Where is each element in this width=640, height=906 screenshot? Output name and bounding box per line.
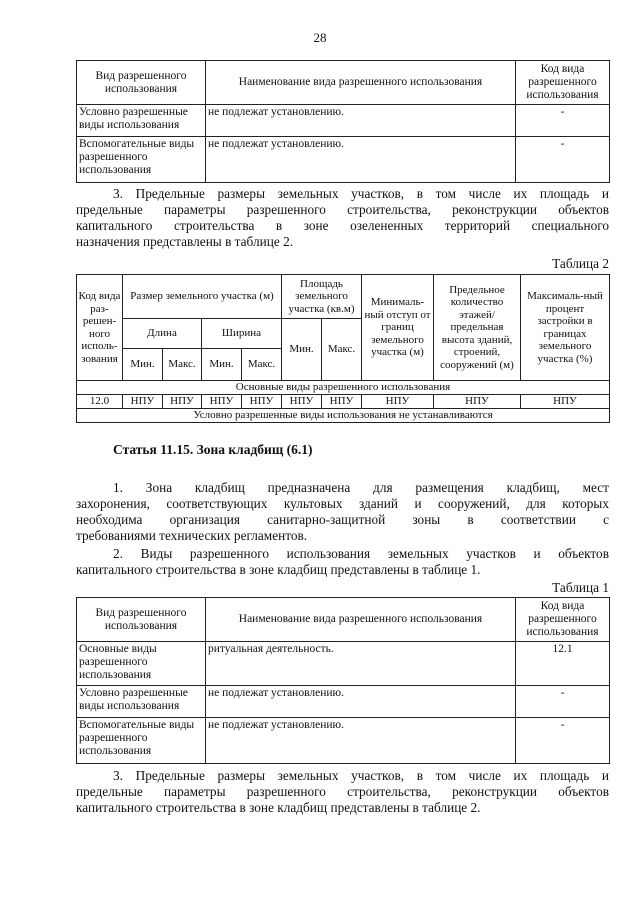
- table-row: [77, 686, 610, 718]
- cell-value: НПУ: [322, 395, 362, 409]
- cell-type: Вспомогательные виды разрешенного использования: [77, 718, 206, 764]
- text-line: захоронения, соответствующих культовых зданий и сооружений, для которых: [76, 496, 609, 511]
- header-cell: Вид разрешенного использования: [77, 61, 206, 105]
- cell-value: НПУ: [362, 395, 434, 409]
- table-section-row: [77, 409, 610, 423]
- table-header-row: [77, 61, 610, 105]
- header-length-max: Макс.: [163, 349, 202, 381]
- text-line: требованиями технических регламентов.: [76, 528, 308, 543]
- header-cell: Наименование вида разрешенного использования: [206, 61, 516, 105]
- header-code: Код вида раз-решен-ного исполь-зования: [77, 275, 123, 381]
- cell-name: не подлежат установлению.: [206, 686, 516, 718]
- header-floors: Предельное количество этажей/ предельная высота зданий, строений, сооружений (м): [434, 275, 521, 381]
- header-cell: Код вида разрешенного использования: [516, 598, 610, 642]
- text-line: назначения представлены в таблице 2.: [76, 234, 294, 249]
- header-area: Площадь земельного участка (кв.м): [282, 275, 362, 319]
- table-2-caption: Таблица 2: [552, 256, 609, 271]
- cell-name: ритуальная деятельность.: [206, 642, 516, 686]
- header-plot-size: Размер земельного участка (м): [123, 275, 282, 319]
- cell-code: -: [516, 718, 610, 764]
- table-top-permitted-uses: [76, 60, 610, 183]
- cell-type: Вспомогательные виды разрешенного использования: [77, 137, 206, 183]
- text-line: предельные параметры разрешенного строительства, реконструкции объектов: [76, 784, 609, 799]
- main-uses-label: Основные виды разрешенного использования: [77, 381, 610, 395]
- page-number: 28: [313, 30, 327, 45]
- header-area-max: Макс.: [322, 319, 362, 381]
- text-line: капитального строительства в зоне кладбищ представлены в таблице 2.: [76, 800, 481, 815]
- header-setback: Минималь-ный отступ от границ земельного участка (м): [362, 275, 434, 381]
- cell-code: -: [516, 105, 610, 137]
- header-width-max: Макс.: [242, 349, 282, 381]
- cell-value: НПУ: [521, 395, 610, 409]
- cell-code: 12.0: [77, 395, 123, 409]
- header-width: Ширина: [202, 319, 282, 349]
- text-line: необходима организация санитарно-защитной зоны в соответствии с: [76, 512, 609, 527]
- header-cell: Вид разрешенного использования: [77, 598, 206, 642]
- text-line: 3. Предельные размеры земельных участков, в том числе их площадь и: [113, 186, 609, 201]
- table-row: [77, 718, 610, 764]
- text-line: капитального строительства в зоне кладбищ представлены в таблице 1.: [76, 562, 481, 577]
- cell-value: НПУ: [242, 395, 282, 409]
- table-header-row: [77, 598, 610, 642]
- table-1-caption: Таблица 1: [552, 580, 609, 595]
- paragraph-1: [76, 480, 609, 544]
- cell-name: не подлежат установлению.: [206, 718, 516, 764]
- conditional-uses-label: Условно разрешенные виды использования не устанавливаются: [77, 409, 610, 423]
- cell-value: НПУ: [282, 395, 322, 409]
- header-cell: Код вида разрешенного использования: [516, 61, 610, 105]
- text-line: 3. Предельные размеры земельных участков, в том числе их площадь и: [113, 768, 609, 783]
- text-line: предельные параметры разрешенного строительства, реконструкции объектов: [76, 202, 609, 217]
- cell-name: не подлежат установлению.: [206, 137, 516, 183]
- cell-type: Основные виды разрешенного использования: [77, 642, 206, 686]
- cell-value: НПУ: [434, 395, 521, 409]
- table-2-plot-parameters: [76, 274, 610, 423]
- header-length: Длина: [123, 319, 202, 349]
- table-section-row: [77, 381, 610, 395]
- header-cell: Наименование вида разрешенного использования: [206, 598, 516, 642]
- header-coverage: Максималь-ный процент застройки в границах земельного участка (%): [521, 275, 610, 381]
- table-row: [77, 137, 610, 183]
- cell-code: -: [516, 137, 610, 183]
- table-row: [77, 105, 610, 137]
- cell-name: не подлежат установлению.: [206, 105, 516, 137]
- text-line: 2. Виды разрешенного использования земельных участков и объектов: [113, 546, 609, 561]
- cell-type: Условно разрешенные виды использования: [77, 105, 206, 137]
- paragraph-2: [76, 546, 609, 578]
- cell-value: НПУ: [202, 395, 242, 409]
- cell-value: НПУ: [163, 395, 202, 409]
- header-width-min: Мин.: [202, 349, 242, 381]
- article-title: Статья 11.15. Зона кладбищ (6.1): [113, 442, 313, 457]
- cell-code: -: [516, 686, 610, 718]
- text-line: капитального строительства в зоне озелененных территорий специального: [76, 218, 609, 233]
- header-length-min: Мин.: [123, 349, 163, 381]
- cell-value: НПУ: [123, 395, 163, 409]
- cell-type: Условно разрешенные виды использования: [77, 686, 206, 718]
- table-header-row: [77, 275, 610, 319]
- table-row: [77, 395, 610, 409]
- paragraph-3-top: [76, 186, 609, 250]
- table-1-permitted-uses: [76, 597, 610, 764]
- text-line: 1. Зона кладбищ предназначена для размещения кладбищ, мест: [113, 480, 609, 495]
- header-area-min: Мин.: [282, 319, 322, 381]
- paragraph-3-bottom: [76, 768, 609, 816]
- cell-code: 12.1: [516, 642, 610, 686]
- table-row: [77, 642, 610, 686]
